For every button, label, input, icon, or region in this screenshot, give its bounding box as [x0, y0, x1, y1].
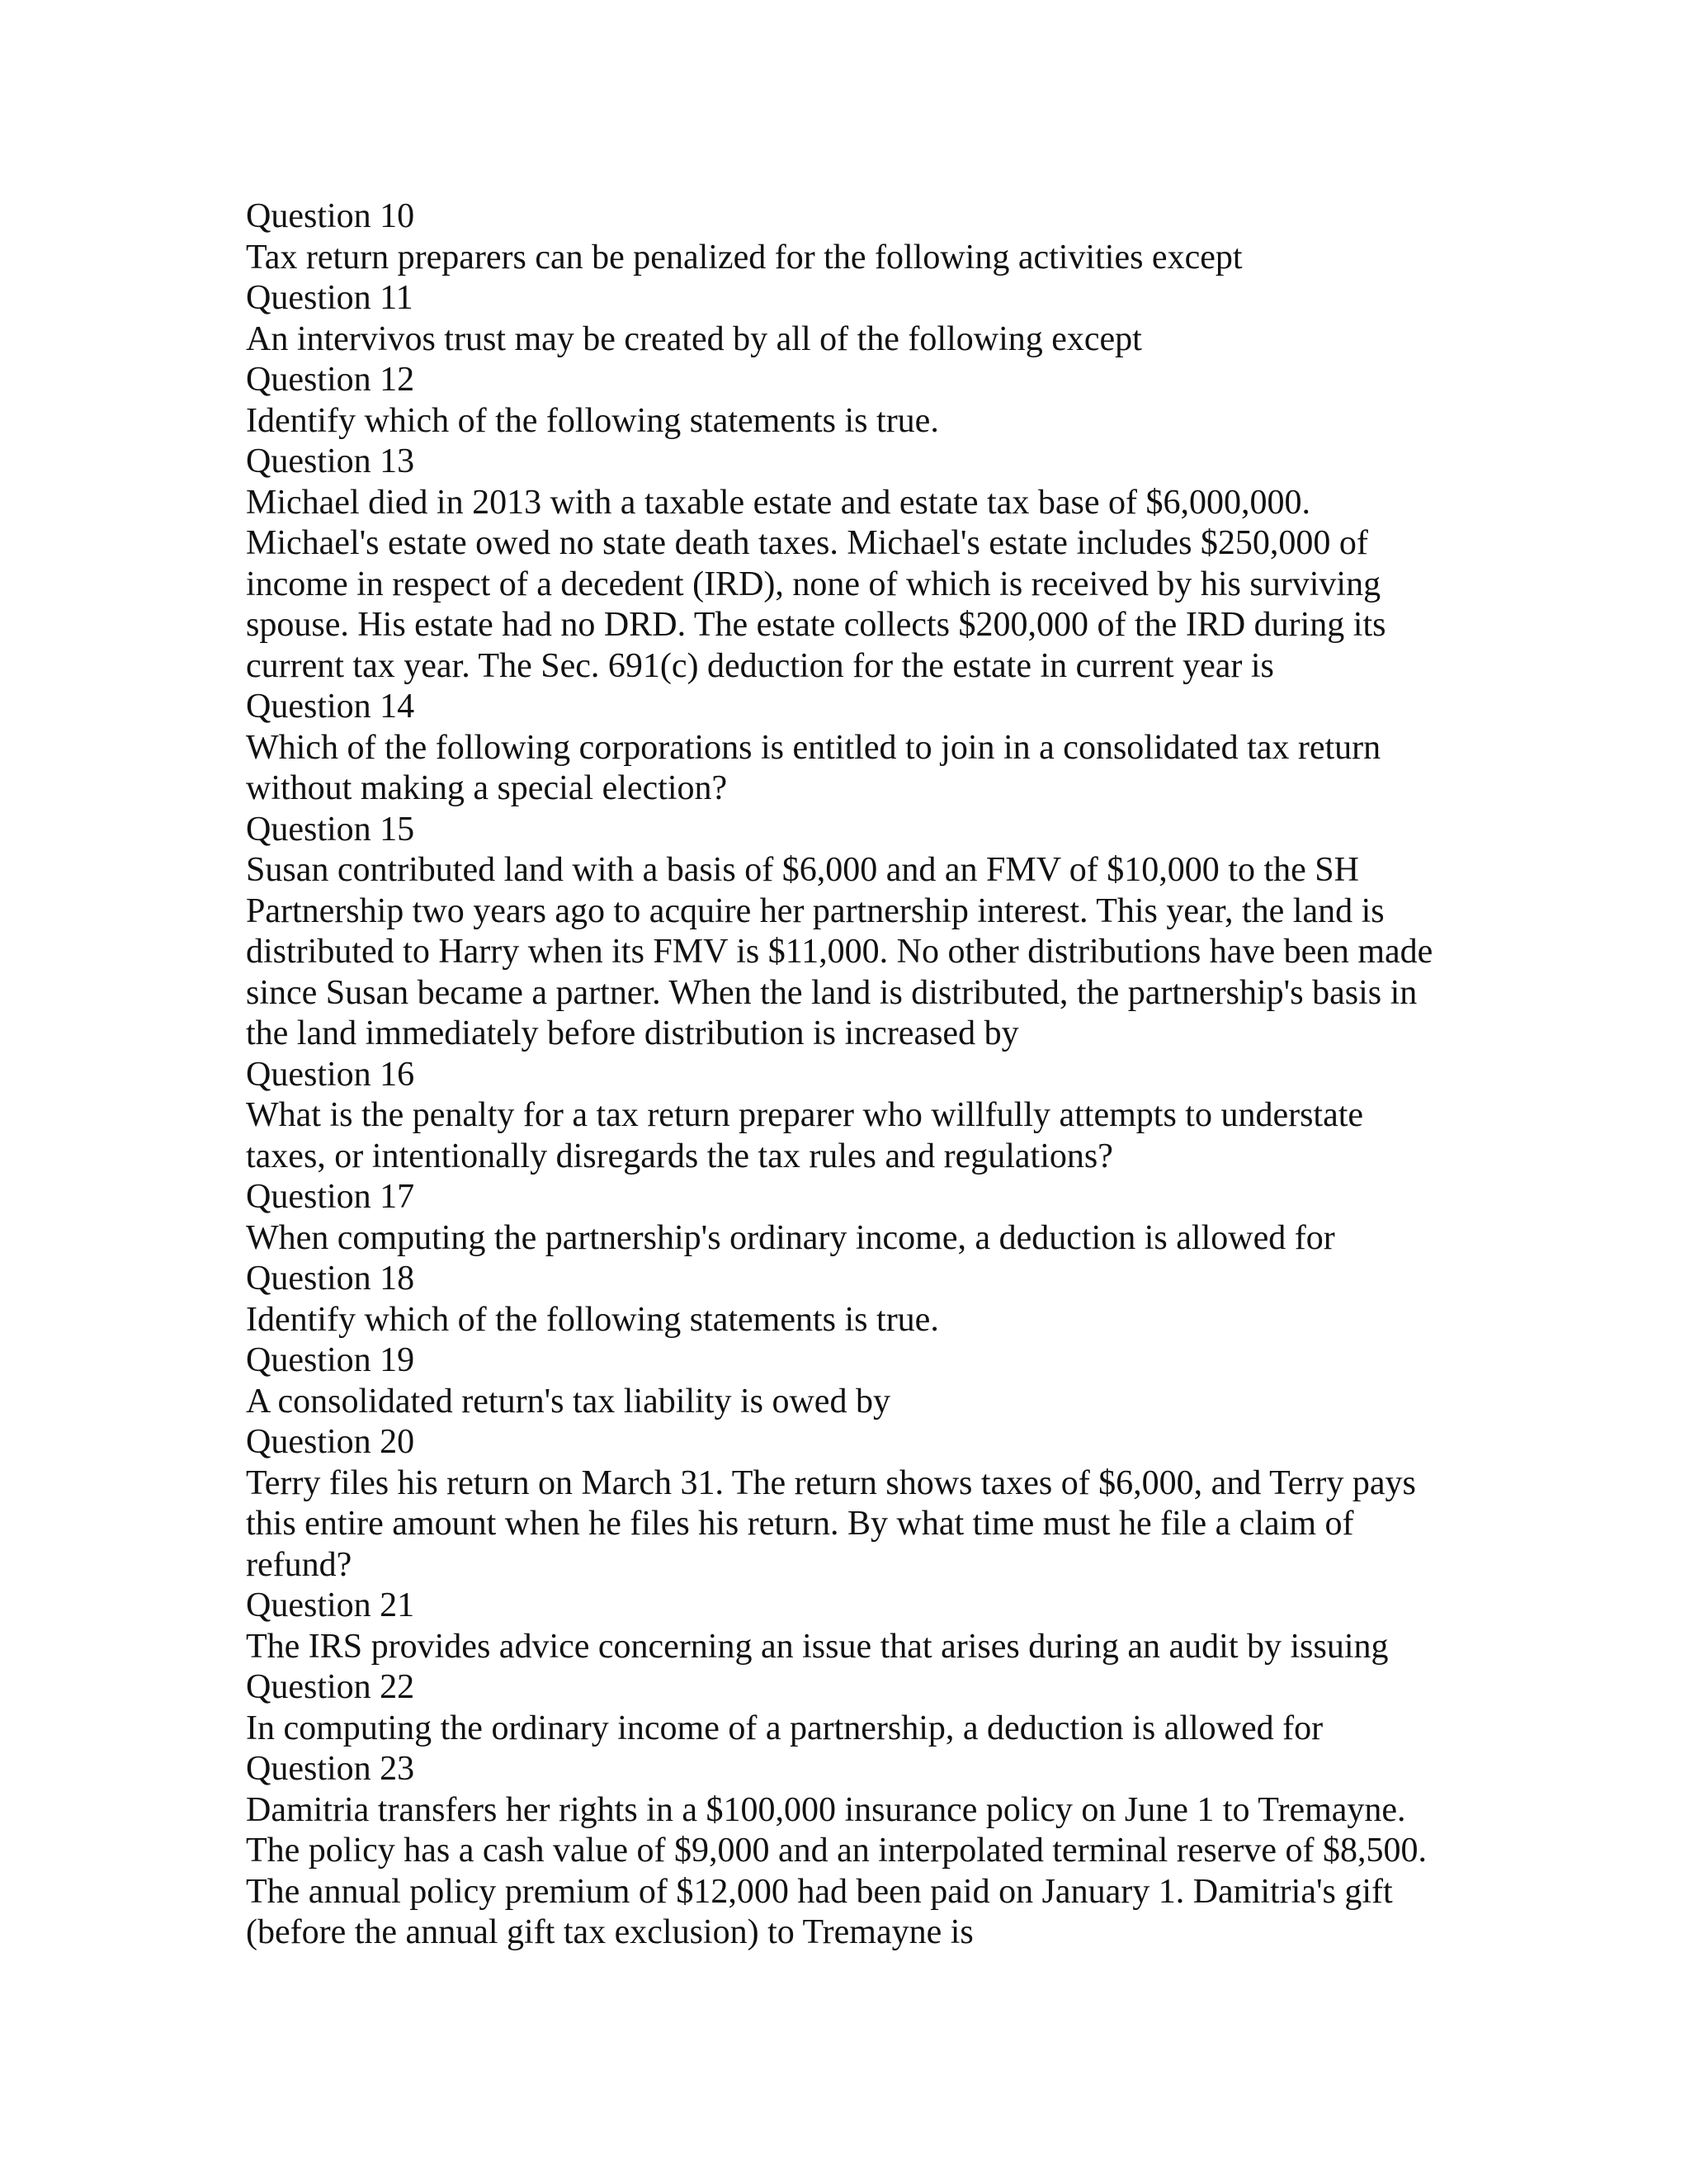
question-heading: Question 12	[246, 361, 415, 399]
question-16	[246, 1055, 1451, 1178]
question-text: The IRS provides advice concerning an issue that arises during an audit by issuing	[246, 1627, 1389, 1666]
question-text: A consolidated return's tax liability is owed by	[246, 1382, 890, 1421]
question-text: Identify which of the following statements is true.	[246, 1300, 939, 1339]
question-13	[246, 442, 1451, 687]
question-11	[246, 278, 1451, 360]
question-14	[246, 687, 1451, 810]
question-heading: Question 22	[246, 1668, 415, 1706]
question-heading: Question 19	[246, 1341, 415, 1379]
question-18	[246, 1259, 1451, 1340]
question-19	[246, 1340, 1451, 1422]
question-15	[246, 810, 1451, 1055]
question-text: Susan contributed land with a basis of $6,000 and an FMV of $10,000 to the SH Partnership two years ago to acquire her partnership interest. This year, the land is distributed to Harry when its FMV is $11,000. No other distributions have been made since Susan became a partner. When the land is distributed, the partnership's basis in the land immediately before distribution is increased by	[246, 851, 1433, 1052]
question-text: An intervivos trust may be created by all of the following except	[246, 319, 1142, 358]
question-20	[246, 1422, 1451, 1586]
question-heading: Question 20	[246, 1423, 415, 1461]
question-heading: Question 10	[246, 197, 415, 235]
question-21	[246, 1586, 1451, 1667]
question-17	[246, 1177, 1451, 1259]
question-text: What is the penalty for a tax return preparer who willfully attempts to understate taxes, or intentionally disregards the tax rules and regulations?	[246, 1096, 1364, 1175]
question-heading: Question 15	[246, 810, 415, 849]
question-heading: Question 17	[246, 1178, 415, 1216]
question-heading: Question 14	[246, 688, 415, 726]
question-heading: Question 18	[246, 1260, 415, 1298]
question-text: Michael died in 2013 with a taxable estate and estate tax base of $6,000,000. Michael's estate owed no state death taxes. Michael's estate includes $250,000 of income in respect of a decedent (IRD), none of which is received by his surviving spouse. His estate had no DRD. The estate collects $200,000 of the IRD during its current tax year. The Sec. 691(c) deduction for the estate in current year is	[246, 483, 1386, 685]
question-heading: Question 21	[246, 1586, 415, 1624]
question-12	[246, 360, 1451, 442]
question-list	[246, 196, 1451, 1954]
question-text: Terry files his return on March 31. The return shows taxes of $6,000, and Terry pays this entire amount when he files his return. By what time must he file a claim of refund?	[246, 1463, 1416, 1584]
question-text: Tax return preparers can be penalized for the following activities except	[246, 238, 1243, 277]
question-text: Which of the following corporations is entitled to join in a consolidated tax return without making a special election?	[246, 728, 1381, 807]
question-22	[246, 1667, 1451, 1749]
question-heading: Question 16	[246, 1055, 415, 1094]
question-text: Identify which of the following statements is true.	[246, 401, 939, 440]
question-heading: Question 11	[246, 279, 413, 317]
question-heading: Question 23	[246, 1750, 415, 1788]
question-23	[246, 1749, 1451, 1954]
question-text: When computing the partnership's ordinary income, a deduction is allowed for	[246, 1218, 1335, 1257]
question-text: In computing the ordinary income of a partnership, a deduction is allowed for	[246, 1709, 1324, 1747]
question-text: Damitria transfers her rights in a $100,000 insurance policy on June 1 to Tremayne. The policy has a cash value of $9,000 and an interpolated terminal reserve of $8,500. The annual policy premium of $12,000 had been paid on January 1. Damitria's gift (before the annual gift tax exclusion) to Tremayne is	[246, 1790, 1428, 1951]
question-heading: Question 13	[246, 442, 415, 480]
question-10	[246, 196, 1451, 278]
